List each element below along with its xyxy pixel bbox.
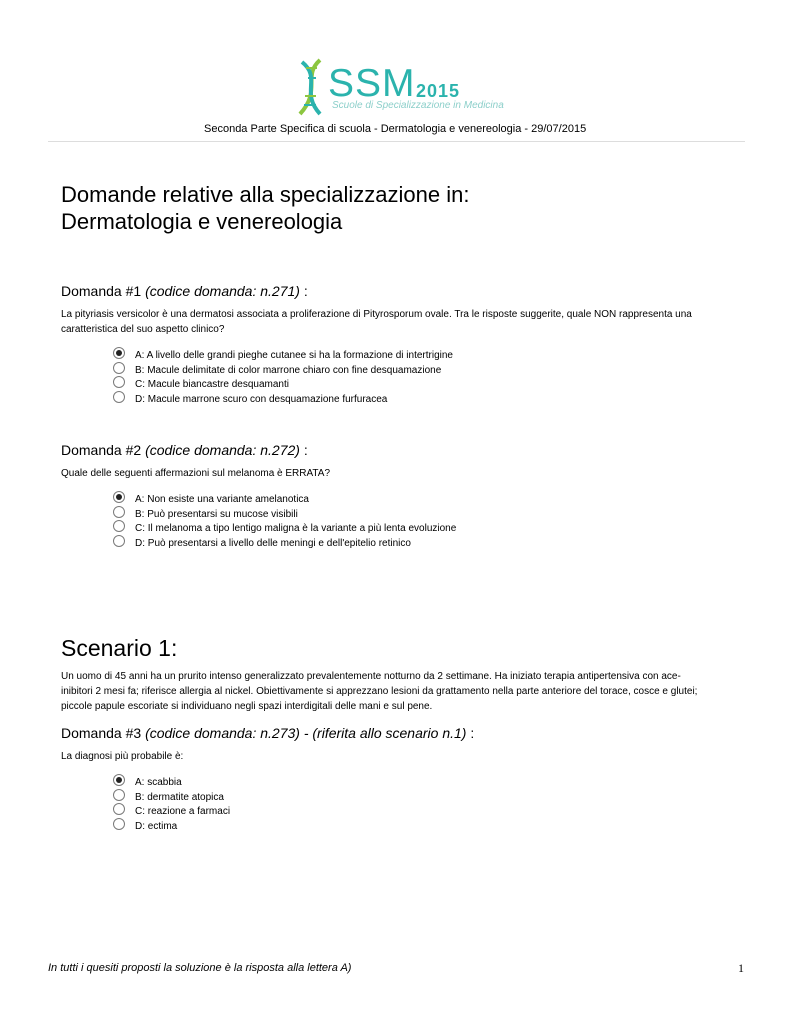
question-scenario-ref: - (riferita allo scenario n.1) [299, 725, 467, 741]
answer-option[interactable] [113, 378, 453, 393]
question-suffix: : [466, 725, 475, 741]
logo-text: SSM [328, 62, 416, 105]
logo-year: 2015 [416, 81, 461, 101]
radio-icon[interactable] [113, 362, 125, 374]
question-3-options [113, 776, 230, 834]
question-suffix: : [299, 283, 308, 299]
question-2-title [61, 442, 308, 458]
answer-text: D: ectima [135, 820, 178, 832]
radio-icon[interactable] [113, 789, 125, 801]
answer-option[interactable] [113, 364, 453, 379]
answer-option[interactable] [113, 537, 456, 552]
radio-icon[interactable] [113, 818, 125, 830]
question-2-options [113, 493, 456, 551]
answer-text: B: Può presentarsi su mucose visibili [135, 508, 298, 520]
radio-selected-icon[interactable] [113, 491, 125, 503]
radio-icon[interactable] [113, 520, 125, 532]
answer-text: B: dermatite atopica [135, 791, 224, 803]
ssm-logo [292, 54, 507, 120]
scenario-title: Scenario 1: [61, 635, 178, 661]
page-title-line1: Domande relative alla specializzazione in: [61, 182, 470, 207]
radio-icon[interactable] [113, 803, 125, 815]
answer-option[interactable] [113, 393, 453, 408]
exam-subtitle: Seconda Parte Specifica di scuola - Dermatologia e venereologia - 29/07/2015 [204, 123, 587, 135]
question-label: Domanda #3 [61, 725, 142, 741]
question-label: Domanda #1 [61, 283, 142, 299]
question-code: (codice domanda: n.272) [145, 442, 300, 458]
radio-icon[interactable] [113, 535, 125, 547]
answer-option[interactable] [113, 522, 456, 537]
scenario-text: Un uomo di 45 anni ha un prurito intenso generalizzato prevalentemente notturno da 2 settimane. Ha iniziato terapia antipertensiva con ace-inibitori 2 mesi fa; riferisce allergia al nickel. Obiettivamente si apprezzano lesioni da grattamento nella parte anteriore del torace, cosce e glutei; piccole papule escoriate si individuano negli spazi interdigitali delle mani e sul pene. [61, 671, 698, 712]
question-1-options [113, 349, 453, 407]
logo-tagline: Scuole di Specializzazione in Medicina [332, 100, 504, 111]
radio-icon[interactable] [113, 506, 125, 518]
radio-selected-icon[interactable] [113, 347, 125, 359]
question-suffix: : [299, 442, 308, 458]
radio-icon[interactable] [113, 376, 125, 388]
question-3-text: La diagnosi più probabile è: [61, 751, 184, 762]
question-3-title [61, 725, 474, 741]
answer-text: A: scabbia [135, 777, 182, 788]
answer-text: C: Il melanoma a tipo lentigo maligna è la variante a più lenta evoluzione [135, 523, 457, 534]
answer-option[interactable] [113, 805, 230, 820]
answer-text: B: Macule delimitate di color marrone chiaro con fine desquamazione [135, 364, 442, 376]
dna-helix-icon [292, 58, 332, 118]
question-code: (codice domanda: n.271) [145, 283, 300, 299]
header-divider [48, 141, 745, 142]
answer-option[interactable] [113, 791, 230, 806]
radio-icon[interactable] [113, 391, 125, 403]
answer-option[interactable] [113, 776, 230, 791]
answer-text: D: Può presentarsi a livello delle meningi e dell'epitelio retinico [135, 537, 411, 549]
question-2-text: Quale delle seguenti affermazioni sul melanoma è ERRATA? [61, 468, 331, 479]
answer-option[interactable] [113, 508, 456, 523]
answer-text: C: Macule biancastre desquamanti [135, 379, 289, 390]
question-label: Domanda #2 [61, 442, 142, 458]
answer-option[interactable] [113, 349, 453, 364]
question-code: (codice domanda: n.273) [145, 725, 300, 741]
question-1-text: La pityriasis versicolor è una dermatosi associata a proliferazione di Pityrosporum ovale. Tra le risposte suggerite, quale NON rappresenta una caratteristica del suo aspetto clinico? [61, 309, 692, 335]
answer-text: D: Macule marrone scuro con desquamazione furfuracea [135, 393, 388, 405]
answer-text: A: Non esiste una variante amelanotica [135, 494, 309, 505]
question-1-title [61, 283, 308, 299]
footer-note: In tutti i quesiti proposti la soluzione è la risposta alla lettera A) [48, 962, 352, 974]
page-title-line2: Dermatologia e venereologia [61, 209, 343, 234]
page-number: 1 [738, 961, 744, 975]
answer-text: C: reazione a farmaci [135, 806, 231, 817]
answer-option[interactable] [113, 820, 230, 835]
page-title [61, 181, 469, 235]
radio-selected-icon[interactable] [113, 774, 125, 786]
answer-text: A: A livello delle grandi pieghe cutanee si ha la formazione di intertrigine [135, 350, 453, 361]
answer-option[interactable] [113, 493, 456, 508]
